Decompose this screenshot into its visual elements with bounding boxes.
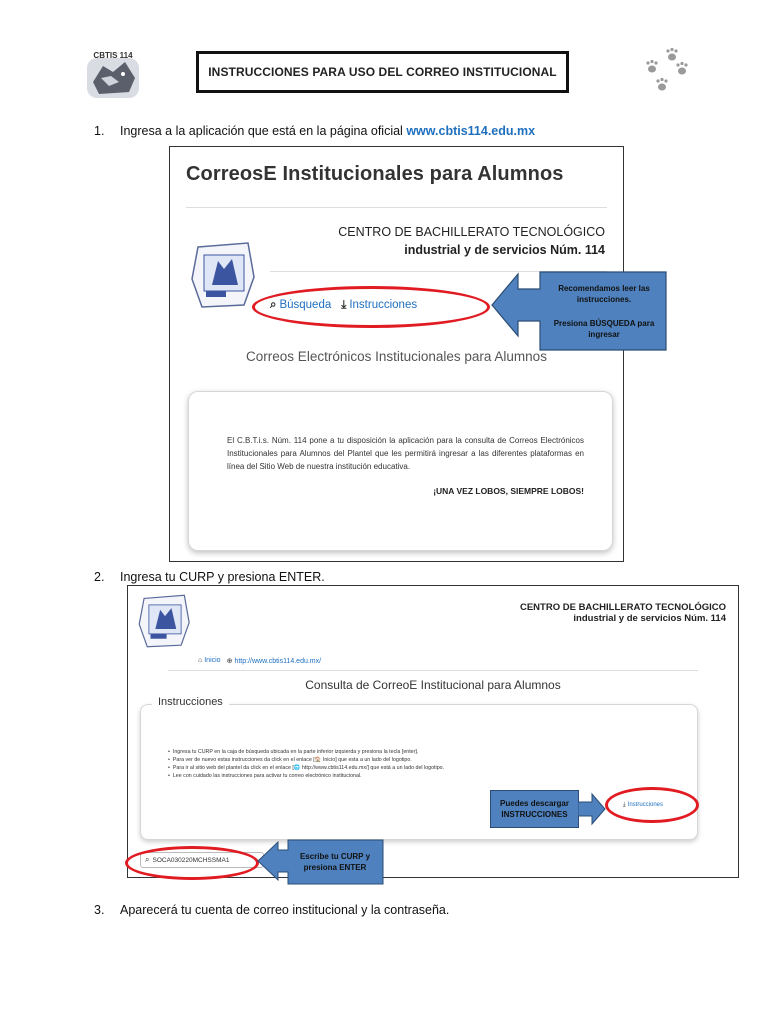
instructions-link-label: Instrucciones: [349, 299, 418, 311]
search-icon: ⌕: [270, 299, 277, 311]
callout-curp: Escribe tu CURP y presiona ENTER: [299, 852, 371, 872]
step-text: Ingresa a la aplicación que está en la página oficial: [120, 124, 407, 138]
globe-icon: ⊕: [226, 658, 233, 665]
document-title: INSTRUCCIONES PARA USO DEL CORREO INSTITUCIONAL: [196, 51, 569, 93]
search-link-label: Búsqueda: [279, 299, 332, 311]
list-item: • Ingresa tu CURP en la caja de búsqueda ubicada en la parte inferior izquierda y presiona la tecla [enter].: [168, 748, 444, 756]
step-number: 3.: [94, 903, 105, 917]
download-icon: ⤓: [623, 802, 626, 808]
home-link[interactable]: [198, 657, 221, 665]
logo-text: CBTIS 114: [93, 51, 133, 60]
list-item: • Para ir al sitio web del plantel da click en el enlace [🌐 http://www.cbtis114.edu.mx/] que está a un lado del logotipo.: [168, 764, 444, 772]
app-title: CorreosE Institucionales para Alumnos: [186, 163, 564, 185]
arrow-right-icon: [578, 792, 606, 826]
school-logo: [85, 48, 141, 100]
panel-title: Instrucciones: [152, 696, 229, 708]
school-seal-icon: [136, 592, 194, 650]
site-link[interactable]: [227, 657, 322, 665]
nav-links: [198, 657, 321, 665]
school-name: [338, 223, 605, 259]
school-seal-icon: [188, 239, 260, 311]
download-instructions-label: Instrucciones: [627, 802, 664, 808]
step-number: 1.: [94, 124, 105, 138]
official-site-link[interactable]: www.cbtis114.edu.mx: [406, 124, 536, 138]
step-3: [94, 903, 449, 917]
step-1: [94, 124, 535, 138]
step-text: Ingresa tu CURP y presiona ENTER.: [120, 570, 325, 584]
step-number: 2.: [94, 570, 105, 584]
card-text: El C.B.T.i.s. Núm. 114 pone a tu disposición la aplicación para la consulta de Correos Electrónicos Institucionales para Alumnos del Plantel que les permitirá ingresar a las diferentes plataformas en línea del Sitio Web de nuestra institución educativa.: [227, 436, 584, 471]
card-motto: ¡UNA VEZ LOBOS, SIEMPRE LOBOS!: [433, 486, 584, 496]
divider: [186, 207, 607, 208]
page-heading: Consulta de CorreoE Institucional para Alumnos: [305, 678, 561, 692]
screenshot-curp-search: [127, 585, 739, 878]
highlight-ellipse: [252, 286, 490, 328]
callout-recommend-line2: Presiona BÚSQUEDA para ingresar: [553, 318, 655, 339]
callout-recommend: [541, 272, 667, 350]
highlight-ellipse: [605, 787, 699, 823]
divider: [168, 670, 698, 671]
callout-recommend-line1: Recomendamos leer las instrucciones.: [558, 283, 650, 304]
home-link-label: Inicio: [204, 657, 221, 664]
search-icon: ⌕: [145, 855, 150, 864]
screenshot-app-home: [169, 146, 624, 562]
school-name-line2: industrial y de servicios Núm. 114: [404, 243, 605, 257]
highlight-ellipse: [125, 846, 259, 880]
section-title: Correos Electrónicos Institucionales para Alumnos: [246, 349, 547, 364]
instructions-list: [168, 748, 444, 780]
callout-download: Puedes descargar INSTRUCCIONES: [490, 790, 579, 828]
site-link-label: http://www.cbtis114.edu.mx/: [234, 658, 322, 665]
info-card: [188, 391, 613, 551]
step-2: [94, 570, 325, 584]
school-name-line1: CENTRO DE BACHILLERATO TECNOLÓGICO: [338, 225, 605, 239]
paw-prints-icon: [640, 40, 696, 96]
list-item: • Para ver de nuevo estas instrucciones da click en el enlace [🏠 Inicio] que esta a un lado del logotipo.: [168, 756, 444, 764]
school-name: [520, 602, 726, 624]
school-name-line1: CENTRO DE BACHILLERATO TECNOLÓGICO: [519, 602, 726, 613]
home-icon: ⌂: [198, 657, 203, 664]
list-item: • Lee con cuidado las instrucciones para activar tu correo electrónico institucional.: [168, 772, 444, 780]
download-icon: ⤓: [341, 299, 347, 311]
step-text: Aparecerá tu cuenta de correo institucional y la contraseña.: [120, 903, 450, 917]
school-name-line2: industrial y de servicios Núm. 114: [573, 613, 726, 624]
